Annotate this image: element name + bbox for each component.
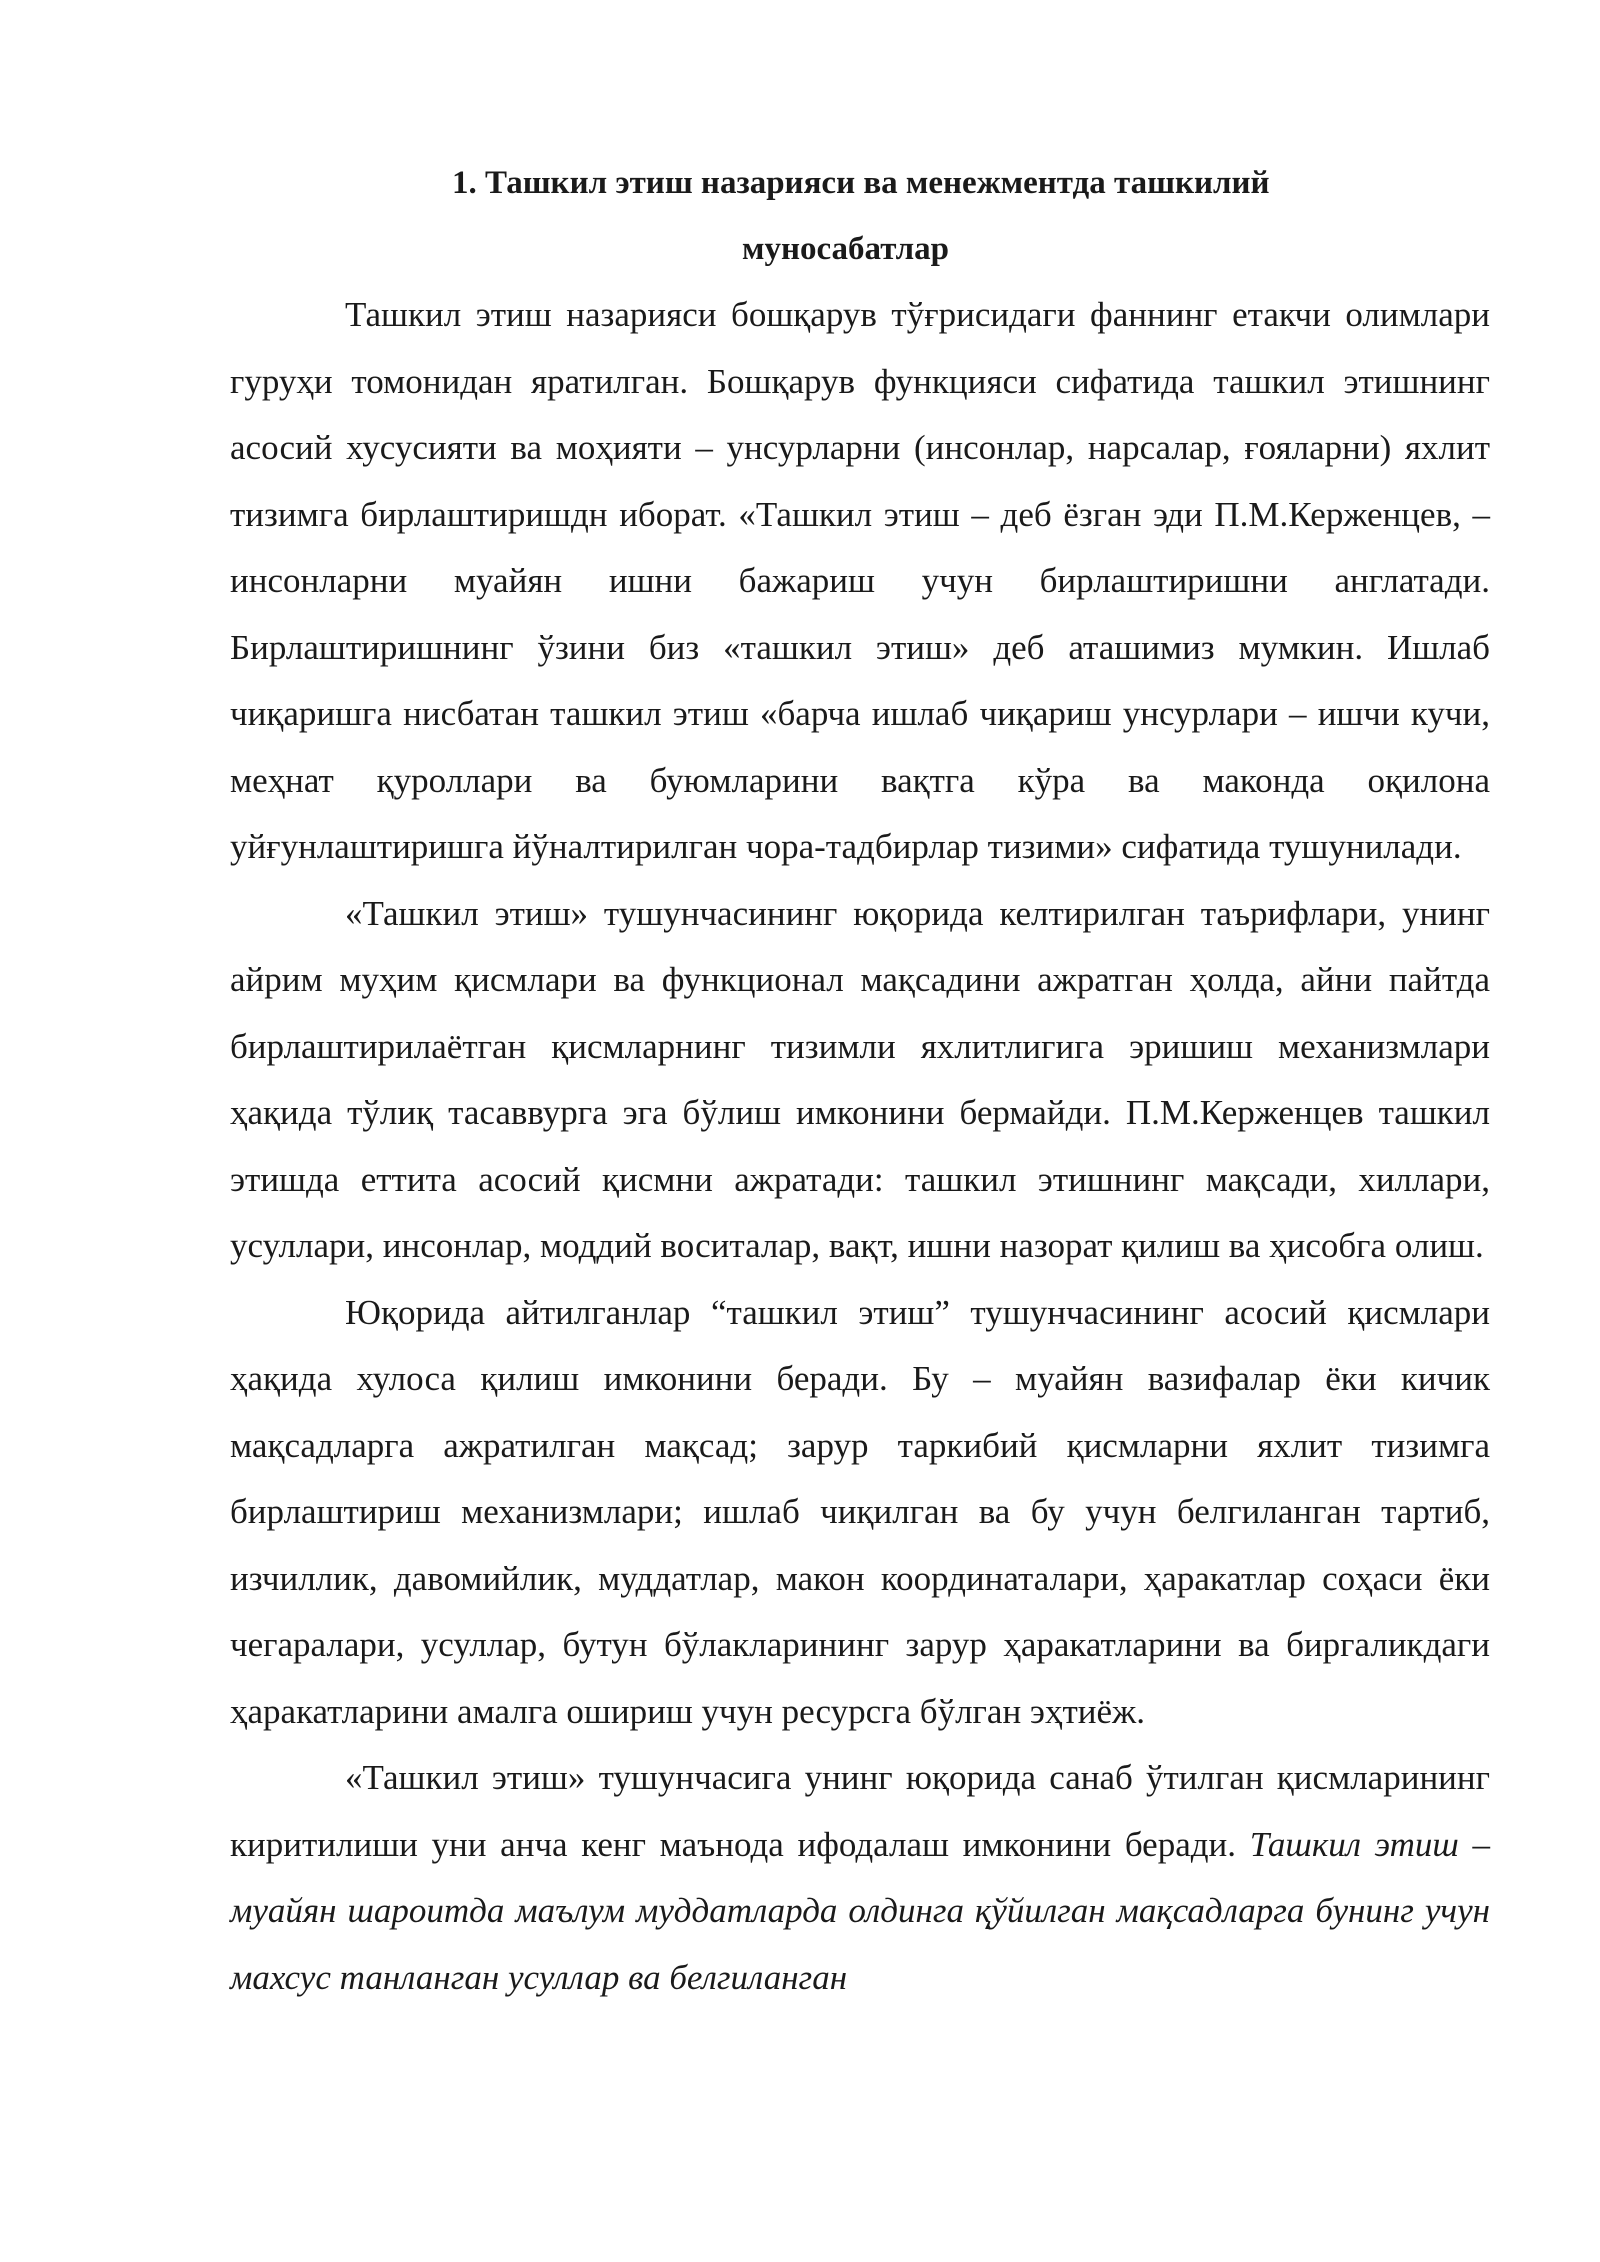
paragraph-3: Юқорида айтилганлар “ташкил этиш” тушунчасининг асосий қисмлари ҳақида хулоса қилиш имконини беради. Бу – муайян вазифалар ёки кичик мақсадларга ажратилган мақсад; зарур таркибий қисмларни яхлит тизимга бирлаштириш механизмлари; ишлаб чиқилган ва бу учун белгиланган тартиб, изчиллик, давомийлик, муддатлар, макон координаталари, ҳаракатлар соҳаси ёки чегаралари, усуллар, бутун бўлакларининг зарур ҳаракатларини ва биргаликдаги ҳаракатларини амалга ошириш учун ресурсга бўлган эҳтиёж. <box>230 1292 1490 1731</box>
document-page <box>230 150 1490 2011</box>
section-title-line-1: 1. Ташкил этиш назарияси ва менежментда ташкилий <box>452 165 1270 201</box>
paragraph-4-plain-text: «Ташкил этиш» тушунчасига унинг юқорида санаб ўтилган қисмларининг киритилиши уни анча кенг маънода ифодалаш имконини беради. <box>230 1758 1490 1864</box>
section-title <box>230 150 1490 282</box>
paragraph-4 <box>230 1745 1490 2011</box>
paragraph-1: Ташкил этиш назарияси бошқарув тўғрисидаги фаннинг етакчи олимлари гуруҳи томонидан яратилган. Бошқарув функцияси сифатида ташкил этишнинг асосий хусусияти ва моҳияти – унсурларни (инсонлар, нарсалар, ғояларни) яхлит тизимга бирлаштиришдн иборат. «Ташкил этиш – деб ёзган эди П.М.Керженцев, – инсонларни муайян ишни бажариш учун бирлаштиришни англатади. Бирлаштиришнинг ўзини биз «ташкил этиш» деб аташимиз мумкин. Ишлаб чиқаришга нисбатан ташкил этиш «барча ишлаб чиқариш унсурлари – ишчи кучи, меҳнат қуроллари ва буюмларини вақтга кўра ва маконда оқилона уйғунлаштиришга йўналтирилган чора-тадбирлар тизими» сифатида тушунилади. <box>230 295 1490 866</box>
paragraph-4-italic-definition: Ташкил этиш – муайян шароитда маълум муддатларда олдинга қўйилган мақсадларга бунинг учун махсус танланган усуллар ва белгиланган <box>230 1824 1490 1997</box>
section-title-line-2: муносабатлар <box>742 231 949 267</box>
paragraph-2: «Ташкил этиш» тушунчасининг юқорида келтирилган таърифлари, унинг айрим муҳим қисмлари ва функционал мақсадини ажратган ҳолда, айни пайтда бирлаштирилаётган қисмларнинг тизимли яхлитлигига эришиш механизмлари ҳақида тўлиқ тасаввурга эга бўлиш имконини бермайди. П.М.Керженцев ташкил этишда еттита асосий қисмни ажратади: ташкил этишнинг мақсади, хиллари, усуллари, инсонлар, моддий воситалар, вақт, ишни назорат қилиш ва ҳисобга олиш. <box>230 893 1490 1265</box>
